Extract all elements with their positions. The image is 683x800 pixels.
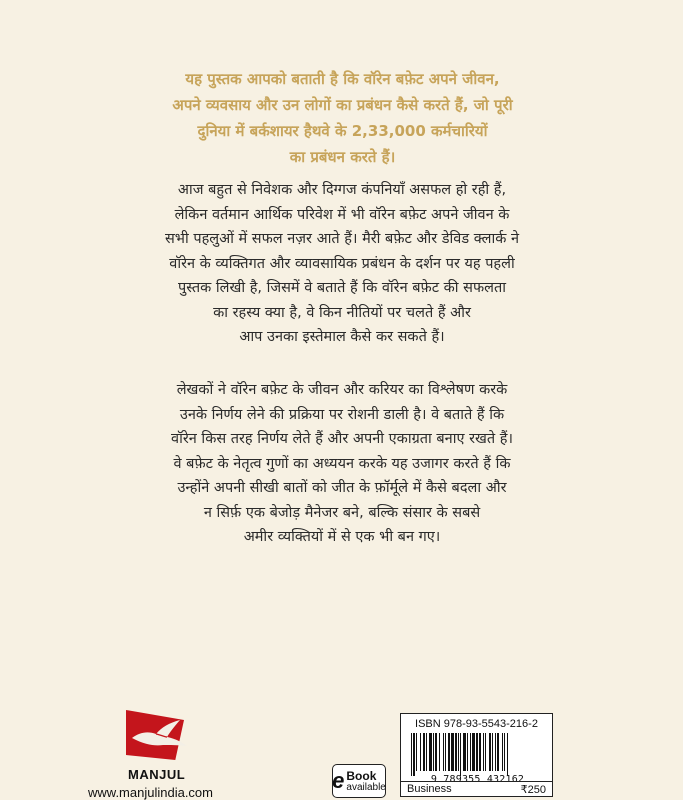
barcode-bar (476, 733, 478, 771)
intro-line: दुनिया में बर्कशायर हैथवे के 2,33,000 कर्मचारियों (197, 122, 488, 140)
barcode-bar (423, 733, 425, 771)
barcode-bar (420, 733, 421, 771)
barcode-bar (460, 733, 461, 776)
barcode-bar (433, 733, 434, 771)
publisher-logo (118, 708, 198, 768)
body-paragraph-2 (52, 378, 632, 550)
body-line: न सिर्फ़ एक बेजोड़ मैनेजर बने, बल्कि संसार के सबसे (203, 504, 481, 521)
publisher-website: www.manjulindia.com (88, 785, 213, 800)
barcode-bar (504, 733, 505, 771)
publisher-name: MANJUL (128, 767, 186, 782)
barcode-bar (470, 733, 471, 771)
barcode-bar (455, 733, 457, 771)
ebook-line-2: available (346, 781, 386, 793)
body-line: लेकिन वर्तमान आर्थिक परिवेश में भी वॉरेन बफ़ेट अपने जीवन के (174, 206, 510, 223)
book-category: Business (407, 783, 452, 795)
body-line: आज बहुत से निवेशक और दिग्गज कंपनियाँ असफल हो रही हैं, (177, 182, 507, 198)
barcode-graphic (409, 733, 546, 776)
body-line: अमीर व्यक्तियों में से एक भी बन गए। (243, 529, 441, 545)
barcode-bar (502, 733, 503, 771)
intro-line: यह पुस्तक आपको बताती है कि वॉरेन बफ़ेट अपने जीवन, (185, 70, 500, 88)
bird-logo-icon (130, 718, 190, 752)
barcode-digits: 9 789355 432162 (430, 774, 525, 785)
barcode-bar (439, 733, 440, 771)
barcode-bar (467, 733, 468, 771)
barcode-bar (451, 733, 454, 771)
barcode-bar (435, 733, 437, 771)
body-line: उन्होंने अपनी सीखी बातों को जीत के फ़ॉर्मूले में कैसे बदला और (177, 480, 507, 496)
barcode-footer (401, 781, 552, 796)
barcode-bar (426, 733, 427, 771)
intro-line: का प्रबंधन करते हैं। (289, 148, 396, 166)
barcode-bar (492, 733, 493, 771)
barcode-bar (448, 733, 450, 771)
barcode-bar (497, 733, 499, 771)
body-line: वॉरेन के व्यक्तिगत और व्यावसायिक प्रबंधन के दर्शन पर यह पहली (169, 255, 515, 272)
body-line: आप उनका इस्तेमाल कैसे कर सकते हैं। (239, 329, 445, 345)
barcode-bar (507, 733, 508, 776)
barcode-bar (429, 733, 432, 771)
barcode-bar (489, 733, 491, 771)
ebook-text (346, 770, 385, 793)
body-line: सभी पहलुओं में सफल नज़र आते हैं। मैरी बफ़ेट और डेविड क्लार्क ने (164, 231, 520, 247)
ebook-badge-icon (332, 764, 386, 798)
body-paragraph-1 (52, 178, 632, 350)
barcode-bar (458, 733, 459, 771)
barcode-bar (445, 733, 446, 771)
barcode-bar (411, 733, 412, 776)
body-line: पुस्तक लिखी है, जिसमें वे बताते हैं कि वॉरेन बफ़ेट की सफलता (178, 280, 506, 296)
ebook-line-1: Book (346, 768, 377, 783)
barcode-bar (479, 733, 481, 771)
intro-line: अपने व्यवसाय और उन लोगों का प्रबंधन कैसे करते हैं, जो पूरी (172, 96, 513, 114)
body-line: वे बफ़ेट के नेतृत्व गुणों का अध्ययन करके यह उजागर करते हैं कि (173, 455, 511, 472)
intro-text (90, 66, 595, 170)
barcode-bar (472, 733, 475, 771)
book-price: ₹250 (520, 783, 546, 796)
isbn-label: ISBN 978-93-5543-216-2 (415, 718, 538, 730)
barcode-bar (416, 733, 417, 771)
body-line: लेखकों ने वॉरेन बफ़ेट के जीवन और करियर का विश्लेषण करके (176, 382, 508, 398)
barcode-bar (443, 733, 444, 771)
barcode-bar (413, 733, 415, 776)
barcode-bar (463, 733, 466, 771)
barcode-bar (483, 733, 484, 771)
ebook-letter: e (332, 768, 345, 793)
body-line: उनके निर्णय लेने की प्रक्रिया पर रोशनी डाली है। वे बताते हैं कि (179, 406, 505, 423)
barcode-bar (485, 733, 486, 771)
body-line: वॉरेन किस तरह निर्णय लेते हैं और अपनी एकाग्रता बनाए रखते हैं। (171, 431, 513, 447)
barcode-bar (495, 733, 496, 771)
barcode-box (400, 713, 553, 797)
body-line: का रहस्य क्या है, वे किन नीतियों पर चलते हैं और (213, 304, 471, 321)
